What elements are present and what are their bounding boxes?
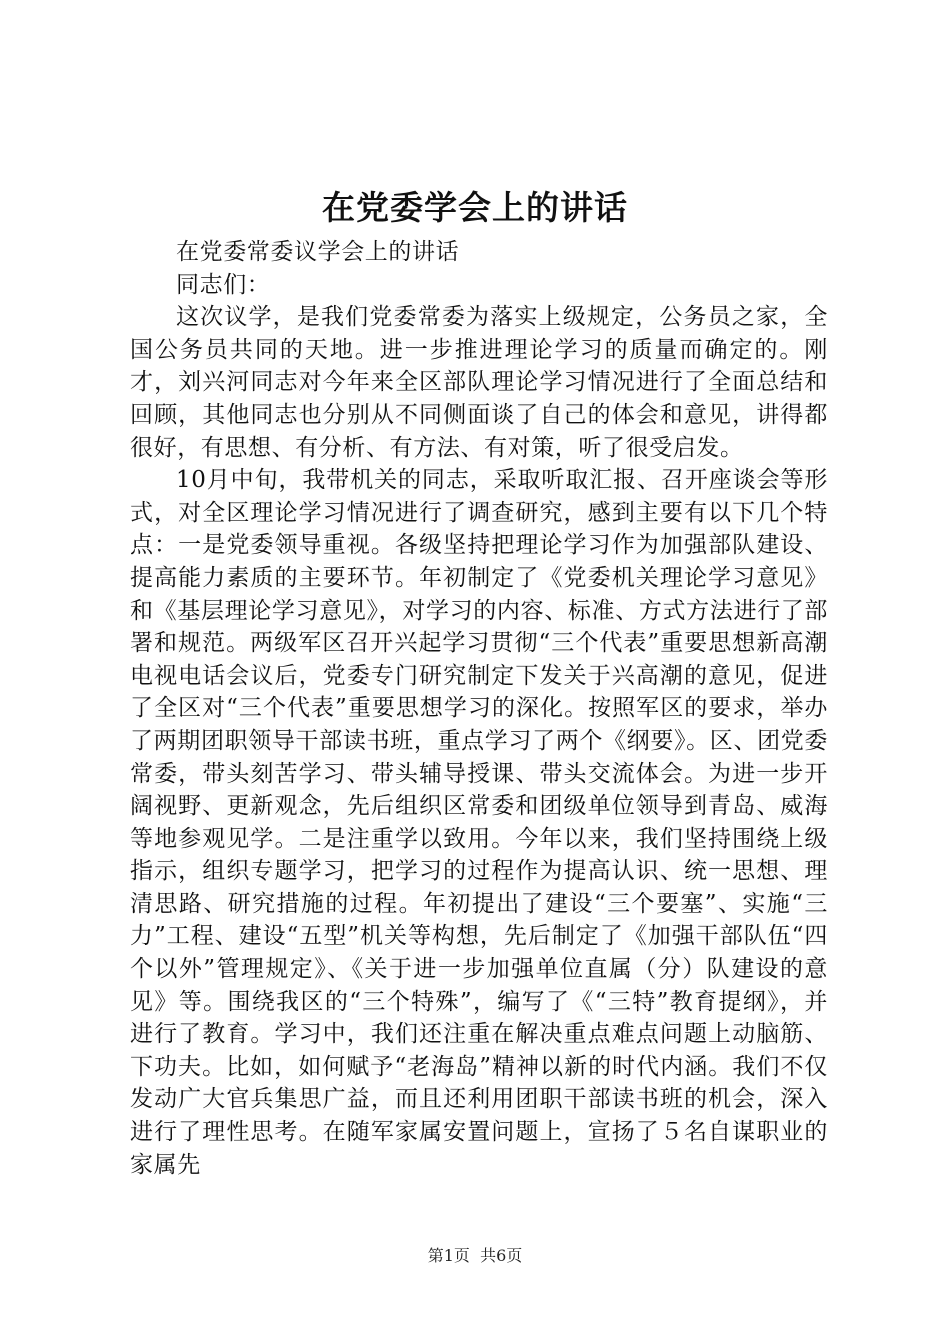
- body-paragraph: 这次议学，是我们党委常委为落实上级规定，公务员之家，全国公务员共同的天地。进一步推进理论学习的质量而确定的。刚才，刘兴河同志对今年来全区部队理论学习情况进行了全面总结和回顾，其他同志也分别从不同侧面谈了自己的体会和意见，讲得都很好，有思想、有分析、有方法、有对策，听了很受启发。: [130, 304, 828, 461]
- page-total: 共6页: [480, 1246, 523, 1265]
- document-title: 在党委学会上的讲话: [322, 188, 628, 227]
- body-paragraph: 10月中旬，我带机关的同志，采取听取汇报、召开座谈会等形式，对全区理论学习情况进行了调查研究，感到主要有以下几个特点：一是党委领导重视。各级坚持把理论学习作为加强部队建设、提高能力素质的主要环节。年初制定了《党委机关理论学习意见》和《基层理论学习意见》，对学习的内容、标准、方式方法进行了部署和规范。两级军区召开兴起学习贯彻“三个代表”重要思想新高潮电视电话会议后，党委专门研究制定下发关于兴高潮的意见，促进了全区对“三个代表”重要思想学习的深化。按照军区的要求，举办了两期团职领导干部读书班，重点学习了两个《纲要》。区、团党委常委，带头刻苦学习、带头辅导授课、带头交流体会。为进一步开阔视野、更新观念，先后组织区常委和团级单位领导到青岛、威海等地参观见学。二是注重学以致用。今年以来，我们坚持围绕上级指示，组织专题学习，把学习的过程作为提高认识、统一思想、理清思路、研究措施的过程。年初提出了建设“三个要塞”、实施“三力”工程、建设“五型”机关等构想，先后制定了《加强干部队伍“四个以外”管理规定》、《关于进一步加强单位直属（分）队建设的意见》等。围绕我区的“三个特殊”，编写了《“三特”教育提纲》，并进行了教育。学习中，我们还注重在解决重点难点问题上动脑筋、下功夫。比如，如何赋予“老海岛”精神以新的时代内涵。我们不仅发动广大官兵集思广益，而且还利用团职干部读书班的机会，深入进行了理性思考。在随军家属安置问题上，宣扬了５名自谋职业的家属先: [130, 467, 828, 1178]
- page-footer: [0, 1245, 950, 1267]
- footer-separator: [470, 1246, 480, 1265]
- salutation-paragraph: 同志们：: [176, 271, 271, 298]
- document-body: [130, 236, 828, 1181]
- subtitle-paragraph: 在党委常委议学会上的讲话: [176, 239, 460, 265]
- page-number: 第1页: [427, 1246, 470, 1265]
